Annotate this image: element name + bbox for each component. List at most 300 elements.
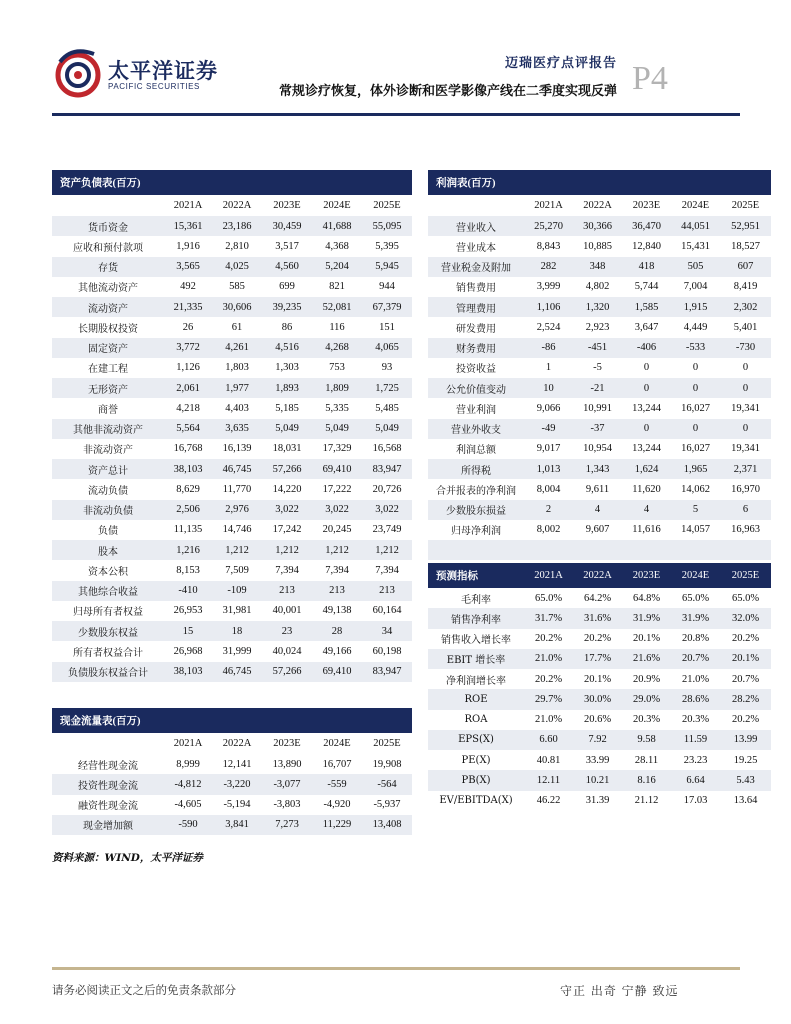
header-cell: 2021A (524, 563, 573, 588)
value-cell: 44,051 (671, 216, 720, 236)
value-cell: 0 (742, 362, 749, 374)
row-label: 归母所有者权益 (73, 607, 143, 619)
value-cell: 2,524 (536, 321, 561, 333)
row-label: ROA (464, 714, 488, 726)
value-cell: 12,141 (222, 758, 252, 770)
value-cell: -5,937 (373, 799, 401, 811)
header-cell (262, 170, 312, 195)
cash-flow-table (52, 708, 412, 835)
row-label: 流动负债 (88, 485, 128, 497)
footer-divider (52, 967, 740, 970)
value-cell: 7,004 (683, 281, 708, 293)
value-cell: 40,024 (272, 645, 302, 657)
value-cell: 52,081 (312, 297, 362, 317)
value-cell: 69,410 (312, 662, 362, 682)
table-row (428, 459, 771, 479)
table-row (428, 629, 771, 649)
table-row (52, 795, 412, 815)
value-cell: 28.6% (671, 689, 720, 709)
value-cell: 1,915 (671, 297, 720, 317)
value-cell: 21.0% (524, 649, 573, 669)
blank-cell (428, 540, 524, 560)
table-row (52, 216, 412, 236)
value-cell: 12.11 (524, 770, 573, 790)
value-cell: 505 (671, 257, 720, 277)
value-cell: 17.7% (573, 649, 622, 669)
value-cell: -49 (524, 419, 573, 439)
value-cell: 34 (362, 621, 412, 641)
value-cell: 1,916 (176, 240, 200, 252)
value-cell: 4,065 (362, 338, 412, 358)
value-cell: 0 (720, 419, 771, 439)
value-cell: 20.2% (583, 633, 612, 645)
value-cell: 3,022 (262, 500, 312, 520)
value-cell: 5,564 (164, 419, 212, 439)
value-cell: 8,004 (536, 483, 561, 495)
table-row (428, 277, 771, 297)
table-row (52, 277, 412, 297)
row-label: 负债股东权益合计 (52, 662, 164, 682)
header-cell (164, 708, 212, 733)
value-cell: 9.58 (622, 730, 671, 750)
value-cell: 3,635 (212, 419, 262, 439)
value-cell: 5,049 (312, 419, 362, 439)
value-cell: 30,459 (262, 216, 312, 236)
value-cell: 17,222 (322, 483, 352, 495)
row-label: 营业税金及附加 (428, 257, 524, 277)
data-source-note: 资料来源：WIND，太平洋证券 (52, 852, 203, 864)
value-cell: 14,746 (222, 524, 252, 536)
row-label: 商誉 (98, 404, 118, 416)
header-cell: 2022A (573, 563, 622, 588)
value-cell: 20.1% (583, 673, 612, 685)
table-row (52, 459, 412, 479)
value-cell: 7,394 (325, 564, 349, 576)
table-row (428, 378, 771, 398)
value-cell: 69,410 (312, 459, 362, 479)
value-cell: 65.0% (731, 592, 760, 604)
row-label: 应收和预付款项 (73, 242, 143, 254)
value-cell: 11,135 (173, 524, 203, 536)
row-label: 固定资产 (52, 338, 164, 358)
value-cell: 0 (692, 362, 699, 374)
value-cell: 20.1% (632, 633, 661, 645)
value-cell: 4 (622, 500, 671, 520)
value-cell: 1,965 (671, 459, 720, 479)
value-cell: 15,431 (681, 240, 710, 252)
value-cell: 6.64 (671, 770, 720, 790)
value-cell: 18,031 (272, 443, 302, 455)
value-cell: 0 (622, 419, 671, 439)
value-cell: 21.12 (634, 795, 659, 807)
value-cell: 15,361 (164, 216, 212, 236)
row-label: 资本公积 (88, 566, 128, 578)
value-cell: 31.9% (622, 608, 671, 628)
row-label: 无形资产 (52, 378, 164, 398)
year-row-label (428, 195, 524, 216)
value-cell: 17,329 (322, 443, 352, 455)
table-row (428, 791, 771, 811)
row-label: EV/EBITDA(X) (439, 795, 513, 807)
value-cell: 30,366 (573, 216, 622, 236)
year-cell: 2021A (173, 738, 203, 749)
value-cell: 20.2% (731, 633, 760, 645)
value-cell: 10,991 (583, 402, 612, 414)
value-cell: 31.9% (671, 608, 720, 628)
value-cell: 1,303 (275, 362, 299, 374)
value-cell: 0 (720, 378, 771, 398)
value-cell: 21.6% (622, 649, 671, 669)
value-cell: 1,343 (573, 459, 622, 479)
value-cell: 1,212 (212, 540, 262, 560)
value-cell: 585 (229, 281, 245, 293)
table-row (428, 419, 771, 439)
year-cell: 2023E (632, 200, 661, 211)
value-cell: 1,893 (262, 378, 312, 398)
header-cell: 2025E (720, 563, 771, 588)
value-cell: 2 (524, 500, 573, 520)
row-label: 现金增加额 (52, 815, 164, 835)
value-cell: 83,947 (362, 459, 412, 479)
value-cell: 40,001 (272, 605, 302, 617)
table-row (428, 608, 771, 628)
value-cell: 19,341 (731, 402, 760, 414)
value-cell: 2,810 (225, 240, 249, 252)
row-label: 合并报表的净利润 (436, 485, 516, 497)
value-cell: 753 (329, 362, 345, 374)
value-cell: 5.43 (720, 770, 771, 790)
table-row (428, 588, 771, 608)
table-row (428, 297, 771, 317)
row-label: 货币资金 (52, 216, 164, 236)
value-cell: 1,126 (176, 362, 200, 374)
table-row (428, 689, 771, 709)
table-row (52, 520, 412, 540)
value-cell: 9,611 (585, 483, 610, 495)
table-row (52, 815, 412, 835)
row-label: 其他综合收益 (52, 581, 164, 601)
value-cell: 3,647 (634, 321, 659, 333)
value-cell: 38,103 (164, 459, 212, 479)
value-cell: 5 (671, 500, 720, 520)
value-cell: 4,449 (683, 321, 708, 333)
value-cell: 5,401 (733, 321, 758, 333)
value-cell: 23,186 (212, 216, 262, 236)
value-cell: 1,585 (622, 297, 671, 317)
disclaimer-text: 请务必阅读正文之后的免责条款部分 (52, 983, 236, 997)
report-type: 迈瑞医疗点评报告 (504, 56, 617, 71)
value-cell: 14,062 (681, 483, 710, 495)
value-cell: 4,403 (225, 402, 249, 414)
value-cell: 0 (671, 378, 720, 398)
value-cell: 23,749 (372, 524, 402, 536)
value-cell: 3,565 (164, 257, 212, 277)
value-cell: 9,607 (585, 524, 610, 536)
value-cell: 26,953 (173, 605, 203, 617)
table-row (52, 754, 412, 774)
value-cell: 3,517 (275, 240, 299, 252)
header-cell (362, 170, 412, 195)
row-label: 少数股东损益 (428, 500, 524, 520)
value-cell: 16,963 (731, 524, 760, 536)
value-cell: 20.6% (583, 714, 612, 726)
row-label: 其他流动资产 (78, 283, 138, 295)
value-cell: 699 (279, 281, 295, 293)
value-cell: -86 (524, 338, 573, 358)
value-cell: 46,745 (212, 459, 262, 479)
header-cell (262, 708, 312, 733)
value-cell: 151 (379, 321, 395, 333)
value-cell: 5,485 (375, 402, 399, 414)
table-row (52, 439, 412, 459)
value-cell: 2,506 (164, 500, 212, 520)
value-cell: 8,419 (733, 281, 758, 293)
header-cell (362, 708, 412, 733)
value-cell: 28.11 (634, 754, 659, 766)
value-cell: 607 (720, 257, 771, 277)
value-cell: -21 (573, 378, 622, 398)
value-cell: 16,568 (372, 443, 402, 455)
value-cell: 60,164 (372, 605, 402, 617)
row-label: 毛利率 (461, 594, 491, 606)
value-cell: 49,166 (322, 645, 352, 657)
value-cell: 11,770 (222, 483, 252, 495)
table-header-row (52, 170, 412, 195)
blank-row (428, 540, 771, 560)
row-label: 利润总额 (456, 445, 496, 457)
value-cell: 52,951 (720, 216, 771, 236)
row-label: 销售收入增长率 (441, 635, 511, 647)
value-cell: 213 (362, 581, 412, 601)
value-cell: -410 (164, 581, 212, 601)
table-row (52, 540, 412, 560)
row-label: 非流动资产 (83, 445, 133, 457)
value-cell: 20.3% (632, 714, 661, 726)
table-row (428, 479, 771, 499)
value-cell: 39,235 (262, 297, 312, 317)
year-cell: 2023E (273, 200, 301, 211)
value-cell: 116 (329, 321, 345, 333)
value-cell: 0 (643, 362, 650, 374)
value-cell: 25,270 (524, 216, 573, 236)
table-row (52, 419, 412, 439)
forecast-table (428, 563, 771, 811)
value-cell: 821 (329, 281, 345, 293)
header-cell (622, 170, 671, 195)
value-cell: 29.7% (524, 689, 573, 709)
value-cell: 16,027 (681, 402, 710, 414)
value-cell: 1,106 (524, 297, 573, 317)
row-label: 归母净利润 (451, 526, 501, 538)
year-row (52, 733, 412, 754)
value-cell: 31.39 (585, 795, 610, 807)
company-motto: 守正 出奇 宁静 致远 (560, 984, 679, 998)
value-cell: -3,077 (262, 774, 312, 794)
value-cell: 3,772 (164, 338, 212, 358)
value-cell: 1,216 (164, 540, 212, 560)
table-row (428, 649, 771, 669)
table-row (52, 317, 412, 337)
table-row (52, 358, 412, 378)
value-cell: 0 (622, 378, 671, 398)
value-cell: 20,245 (322, 524, 352, 536)
header-cell (573, 170, 622, 195)
value-cell: 16,139 (222, 443, 252, 455)
row-label: 销售净利率 (428, 608, 524, 628)
value-cell: 14,057 (681, 524, 710, 536)
value-cell: 17.03 (683, 795, 708, 807)
year-cell: 2025E (373, 738, 401, 749)
value-cell: 13,890 (272, 758, 302, 770)
value-cell: 49,138 (322, 605, 352, 617)
value-cell: 60,198 (372, 645, 402, 657)
value-cell: 7,509 (225, 564, 249, 576)
value-cell: 1,977 (212, 378, 262, 398)
value-cell: 13.64 (733, 795, 758, 807)
row-label: 资产总计 (52, 459, 164, 479)
value-cell: 3,841 (212, 815, 262, 835)
value-cell: 1,809 (312, 378, 362, 398)
row-label: EBIT 增长率 (428, 649, 524, 669)
row-label: 投资收益 (456, 364, 496, 376)
value-cell: 20.2% (534, 633, 563, 645)
value-cell: 83,947 (362, 662, 412, 682)
table-header-row (428, 563, 771, 588)
value-cell: 64.8% (632, 592, 661, 604)
value-cell: 31.7% (524, 608, 573, 628)
value-cell: 18,527 (731, 240, 760, 252)
table-row (52, 257, 412, 277)
value-cell: 33.99 (585, 754, 610, 766)
value-cell: 418 (622, 257, 671, 277)
value-cell: 41,688 (312, 216, 362, 236)
value-cell: 11,616 (632, 524, 661, 536)
blank-cell (622, 540, 671, 560)
blank-cell (573, 540, 622, 560)
table-row (428, 398, 771, 418)
table-row (428, 500, 771, 520)
page-number: P4 (632, 60, 668, 97)
row-label: 非流动负债 (52, 500, 164, 520)
value-cell: 93 (381, 362, 393, 374)
year-cell: 2022A (222, 200, 252, 211)
value-cell: 29.0% (622, 689, 671, 709)
value-cell: 1,212 (362, 540, 412, 560)
row-label: 财务费用 (428, 338, 524, 358)
year-row (52, 195, 412, 216)
value-cell: 1,624 (622, 459, 671, 479)
value-cell: 21.0% (534, 714, 563, 726)
table-title: 资产负债表(百万) (52, 170, 164, 195)
year-cell: 2024E (323, 200, 351, 211)
table-title: 利润表(百万) (428, 170, 524, 195)
blank-cell (524, 540, 573, 560)
value-cell: 30.0% (573, 689, 622, 709)
blank-cell (671, 540, 720, 560)
year-cell: 2024E (681, 200, 710, 211)
company-name-en: PACIFIC SECURITIES (108, 82, 200, 91)
header-cell (312, 708, 362, 733)
value-cell: 17,242 (272, 524, 302, 536)
value-cell: 4,516 (262, 338, 312, 358)
value-cell: -4,605 (174, 799, 202, 811)
row-label: 存货 (52, 257, 164, 277)
row-label: PB(X) (428, 770, 524, 790)
value-cell: 11,620 (632, 483, 661, 495)
table-header-row (52, 708, 412, 733)
row-label: 公允价值变动 (428, 378, 524, 398)
value-cell: 23.23 (683, 754, 708, 766)
value-cell: 20,726 (372, 483, 402, 495)
value-cell: 2,371 (720, 459, 771, 479)
value-cell: 1 (545, 362, 552, 374)
header-cell: 2024E (671, 563, 720, 588)
value-cell: 5,049 (262, 419, 312, 439)
row-label: 所得税 (428, 459, 524, 479)
value-cell: 11.59 (671, 730, 720, 750)
table-title: 现金流量表(百万) (52, 708, 164, 733)
year-cell: 2024E (323, 738, 351, 749)
value-cell: 20.9% (632, 673, 661, 685)
value-cell: 282 (524, 257, 573, 277)
value-cell: 21.0% (681, 673, 710, 685)
year-cell: 2022A (222, 738, 252, 749)
value-cell: 7.92 (573, 730, 622, 750)
value-cell: 61 (231, 321, 243, 333)
value-cell: 16,768 (173, 443, 203, 455)
table-row (428, 710, 771, 730)
value-cell: -451 (573, 338, 622, 358)
value-cell: 5,945 (362, 257, 412, 277)
value-cell: 20.7% (671, 649, 720, 669)
value-cell: 6.60 (524, 730, 573, 750)
value-cell: 8.16 (622, 770, 671, 790)
table-row (428, 669, 771, 689)
value-cell: 8,153 (176, 564, 200, 576)
table-row (428, 236, 771, 256)
value-cell: -564 (362, 774, 412, 794)
year-cell: 2021A (173, 200, 203, 211)
value-cell: 20.2% (534, 673, 563, 685)
value-cell: 3,022 (362, 500, 412, 520)
value-cell: 10,954 (583, 443, 612, 455)
value-cell: 4,261 (212, 338, 262, 358)
value-cell: 1,725 (362, 378, 412, 398)
value-cell: -406 (622, 338, 671, 358)
value-cell: 5,395 (375, 240, 399, 252)
value-cell: 23 (262, 621, 312, 641)
table-row (428, 338, 771, 358)
value-cell: 40.81 (536, 754, 561, 766)
value-cell: 21,335 (164, 297, 212, 317)
header-cell (720, 170, 771, 195)
blank-cell (720, 540, 771, 560)
value-cell: 13,244 (632, 402, 661, 414)
header-divider (52, 113, 740, 116)
table-row (428, 439, 771, 459)
row-label: 少数股东权益 (52, 621, 164, 641)
table-row (428, 520, 771, 540)
value-cell: 19,908 (372, 758, 402, 770)
row-label: 长期股权投资 (78, 323, 138, 335)
value-cell: 16,970 (731, 483, 760, 495)
value-cell: 28 (312, 621, 362, 641)
value-cell: -533 (671, 338, 720, 358)
value-cell: 4 (573, 500, 622, 520)
row-label: 销售费用 (456, 283, 496, 295)
table-row (52, 560, 412, 580)
value-cell: 13,408 (362, 815, 412, 835)
